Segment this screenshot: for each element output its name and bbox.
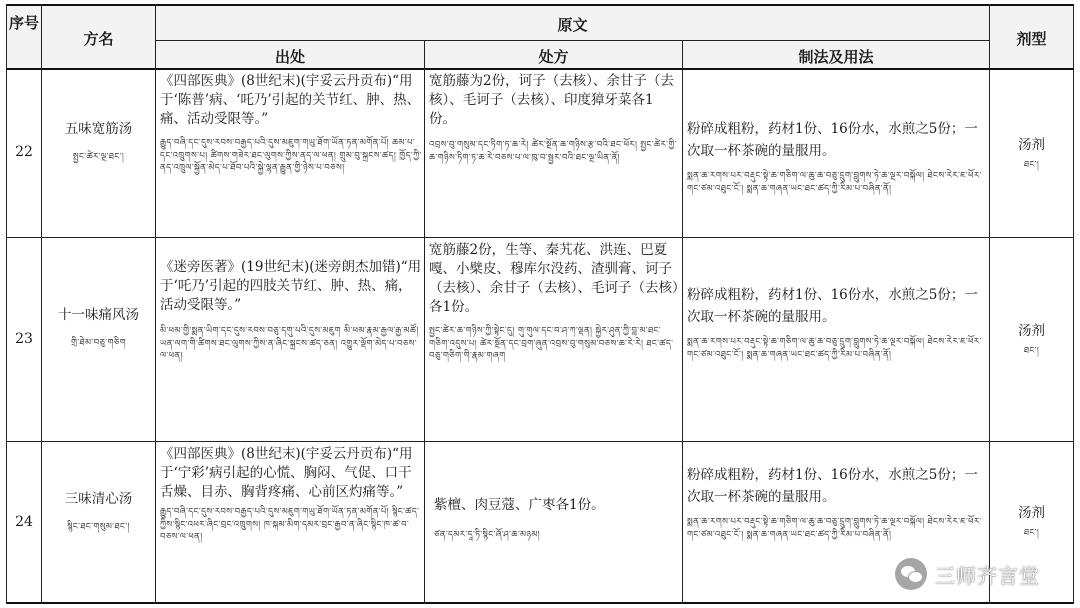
form-tibetan: ཐང་།: [1023, 528, 1040, 538]
row-number: 23: [15, 331, 33, 347]
prescription-cell: [429, 72, 679, 234]
form-text: 汤剂: [1018, 137, 1045, 153]
method-text: 粉碎成粗粉，药材1份、16份水，水煎之5份；一次取一杯茶碗的量服用。: [687, 287, 978, 325]
source-text: 《四部医典》(8世纪末)(宇妥云丹贡布)“用于‘宁彩’病引起的心慌、胸闷、气促、口干舌燥、目赤、胸背疼痛、心前区灼痛等。”: [160, 446, 413, 500]
method-text: 粉碎成粗粉，药材1份、16份水，水煎之5份；一次取一杯茶碗的量服用。: [687, 467, 978, 505]
header-original: 原文: [557, 17, 588, 34]
prescription-cell: [434, 496, 679, 596]
watermark: [895, 558, 1040, 590]
method-tibetan: སྨན་ཆ་རགས་པར་བརྡུང་སྟེ་ཆ་གཅིག་ལ་ཆུ་ཆ་བཅུ་དྲུག་བླུགས་ཏེ་ཆ་ལྔར་བསྐོལ། ཐེངས་རེར་ཇ་ཕོར་གང་ཙམ་འཐུང་ངོ་། སྨན་ཆ་གཞན་ཡང་ཐང་ཚད་ཀྱི་རིམ་པ་བཞིན་ནོ།: [687, 171, 982, 194]
formula-name-tibetan: སྙིང་ཐང་གསུམ་ཐང་།: [67, 522, 130, 532]
method-text: 粉碎成粗粉，药材1份、16份水，水煎之5份；一次取一杯茶碗的量服用。: [687, 121, 978, 159]
formula-name-cell: [42, 490, 155, 534]
header-prescription: 处方: [538, 49, 569, 66]
method-tibetan: སྨན་ཆ་རགས་པར་བརྡུང་སྟེ་ཆ་གཅིག་ལ་ཆུ་ཆ་བཅུ་དྲུག་བླུགས་ཏེ་ཆ་ལྔར་བསྐོལ། ཐེངས་རེར་ཇ་ཕོར་གང་ཙམ་འཐུང་ངོ་། སྨན་ཆ་གཞན་ཡང་ཐང་ཚད་ཀྱི་རིམ་པ་བཞིན་ནོ།: [687, 517, 982, 540]
source-cell: [160, 258, 422, 438]
source-text: 《四部医典》(8世纪末)(宇妥云丹贡布)“用于‘陈普’病、‘吒乃’引起的关节红、肿、热、痛、活动受限等。”: [160, 73, 421, 127]
header-form: 剂型: [1016, 31, 1047, 48]
prescription-text: 宽筋藤为2份，诃子（去核）、余甘子（去核）、毛诃子（去核）、印度獐牙菜各1份。: [429, 73, 674, 127]
watermark-text: 三师齐言堂: [935, 563, 1040, 588]
header-method: 制法及用法: [798, 49, 874, 66]
form-tibetan: ཐང་།: [1023, 160, 1040, 170]
source-cell: [160, 445, 422, 601]
form-cell: [990, 322, 1073, 358]
source-cell: [160, 72, 422, 234]
prescription-text: 宽筋藤2份，生等、秦艽花、洪连、巴夏嘎、小檗皮、穆库尔没药、渣驯膏、诃子（去核）、余甘子（去核）、毛诃子（去核）各1份。: [429, 242, 679, 315]
source-text: 《迷旁医著》(19世纪末)(迷旁朗杰加错)“用于‘吒乃’引起的四肢关节红、肿、热、痛，活动受限等。”: [160, 259, 422, 313]
row-number: 24: [15, 514, 33, 530]
header-name: 方名: [83, 31, 114, 48]
method-tibetan: སྨན་ཆ་རགས་པར་བརྡུང་སྟེ་ཆ་གཅིག་ལ་ཆུ་ཆ་བཅུ་དྲུག་བླུགས་ཏེ་ཆ་ལྔར་བསྐོལ། ཐེངས་རེར་ཇ་ཕོར་གང་ཙམ་འཐུང་ངོ་། སྨན་ཆ་གཞན་ཡང་ཐང་ཚད་ཀྱི་རིམ་པ་བཞིན་ནོ།: [687, 337, 982, 360]
prescription-tibetan: སྤྱང་ཚེར་ཆ་གཉིས་ཀྱི་སྟེང་དུ། གུ་གུལ་དང་བ་ཤ་ཀ་ལྡན། སྐྱེར་ཤུན་ཀྱི་བླ་མ་ཐང་གཅིག་འདུས་པ། ཚེར་སྔོན་དང་བྲག་ཞུན་འབྲས་བུ་གསུམ་བཅས་ཆ་རེ་རེ། ཐང་ཚད་བཅུ་གཅིག་གི་རྣམ་གཞག: [429, 326, 674, 361]
form-text: 汤剂: [1018, 505, 1045, 521]
formula-name: 五味宽筋汤: [64, 121, 133, 137]
formula-name-cell: [42, 306, 155, 350]
prescription-tibetan: ཙན་དམར་དཱ་ཏི་སྙིང་ཞོ་ཤ་ཆ་མཉམ།: [434, 530, 540, 540]
source-tibetan: རྒྱུད་བཞི་དང་དུས་རབས་བརྒྱད་པའི་དུས་མཇུག་གཡུ་ཐོག་ཡོན་ཏན་མགོན་པོ། སྙིང་ཚད་ཀྱིས་སྙིང་འཕར་ཞིང་བྲང་འཁྲུགས། ཁ་སྐམ་མིག་དམར་བྲང་རྒྱབ་ན་ཞིང་སྙིང་ཁ་ཚ་བ་བཅས་ལ་ཕན།: [160, 507, 420, 542]
formula-name-cell: [42, 120, 155, 164]
formula-table: [6, 4, 1074, 604]
form-tibetan: ཐང་།: [1023, 346, 1040, 356]
formula-name-tibetan: སྤྱང་ཚེར་ལྔ་ཐང་།: [72, 152, 125, 162]
row-number: 22: [15, 144, 33, 160]
form-cell: [990, 504, 1073, 540]
source-tibetan: མི་ཕམ་གྱི་སྨན་ཡིག་དང་དུས་རབས་བཅུ་དགུ་པའི་དུས་མཇུག མི་ཕམ་རྣམ་རྒྱལ་རྒྱ་མཚོ། ཡན་ལག་གི་ཚིགས་ཐང་ལུགས་ཀྱིས་ན་ཞིང་སྐྲངས་ཚད་ཅན། འགྱུར་ལྡོག་མེད་པ་བཅས་ལ་ཕན།: [160, 326, 419, 361]
prescription-cell: [429, 241, 679, 439]
formula-name: 十一味痛风汤: [58, 307, 139, 323]
prescription-tibetan: འབྲས་བུ་གསུམ་དང་ཏིག་ཏ་ཆ་རེ། ཚེར་སྔོན་ཆ་གཉིས་རྩ་བའི་ཐང་ཕོར། སྤྱང་ཚེར་གྱི་ཆ་གཉིས་ཏིག་ཏ་ཆ་རེ་བཅས་པ་ལ་ཁུ་བ་སྦྱར་བའི་ཐང་ལྔ་ཡིན་ནོ།: [429, 140, 677, 163]
prescription-text: 紫檀、肉豆蔻、广枣各1份。: [434, 497, 605, 513]
method-cell: [687, 118, 987, 234]
form-text: 汤剂: [1018, 323, 1045, 339]
method-cell: [687, 284, 987, 438]
formula-name-tibetan: གྲི་ཐེམ་བཅུ་གཅིག: [70, 338, 127, 348]
header-seq: 序号: [8, 15, 39, 32]
source-tibetan: རྒྱུད་བཞི་དང་དུས་རབས་བརྒྱད་པའི་དུས་མཇུག་གཡུ་ཐོག་ཡོན་ཏན་མགོན་པོ། ཆམ་པ་དང་འཁྲུགས་པ། ཚིགས་གཟེར་ཐང་ལུགས་ཀྱིས་ནད་ལ་ཕན། གྲུམ་བུ་སྐྲངས་ཚད། ཁྱོད་ཀྱི་ནད་འཁྲུལ་སྐྱོན་མེད་པ་ཐོབ་པའི་སྐྱེ་ལྷན་རྒྱུན་གྱི་ཉེས་པ་བཅས།: [160, 138, 422, 173]
header-source: 出处: [274, 49, 305, 66]
form-cell: [990, 136, 1073, 172]
wechat-icon: [895, 558, 927, 590]
formula-name: 三味清心汤: [64, 491, 133, 507]
